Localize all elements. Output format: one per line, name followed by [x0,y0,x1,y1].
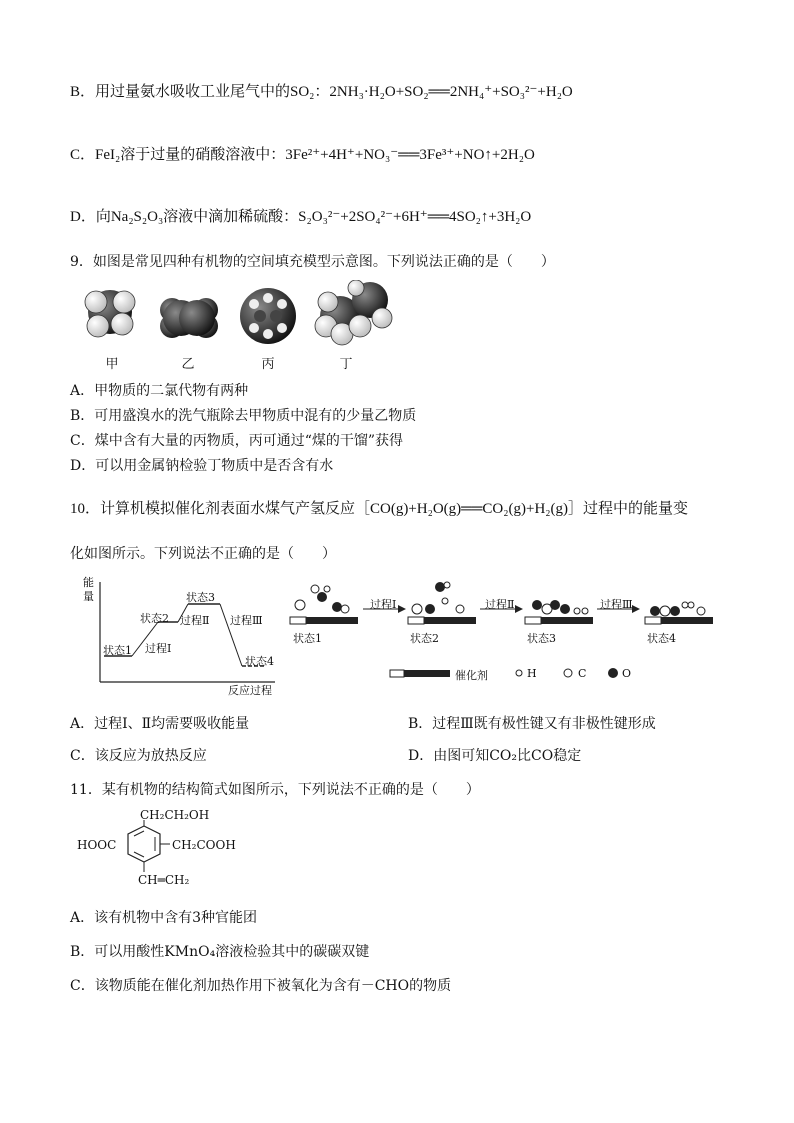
q8-option-b: B．用过量氨水吸收工业尾气中的SO₂：2NH₃·H₂O+SO₂══2NH₄⁺+SO₃²⁻+H₂O [70,84,573,100]
pd-process3: 过程Ⅲ [600,598,633,611]
ed-state4: 状态4 [245,655,274,668]
ed-reaction-axis: 反应过程 [228,684,272,697]
struct-right: CH₂COOH [172,838,236,852]
molecule-bing [240,288,296,344]
q11-option-c: C．该物质能在催化剂加热作用下被氧化为含有－CHO的物质 [70,978,452,994]
q10-option-c: C．该反应为放热反应 [70,748,207,764]
q11-stem: 11．某有机物的结构简式如图所示，下列说法不正确的是（ ） [70,782,480,798]
label-bing: 丙 [261,357,275,372]
q10-option-a: A．过程Ⅰ、Ⅱ均需要吸收能量 [70,716,250,732]
q11-option-a: A．该有机物中含有3种官能团 [70,910,258,926]
q8-option-c: C．FeI₂溶于过量的硝酸溶液中：3Fe²⁺+4H⁺+NO₃⁻══3Fe³⁺+NO↑+2H₂O [70,147,535,163]
label-jia: 甲 [105,357,119,372]
svg-text:能: 能 [83,576,94,589]
pd-state2: 状态2 [410,632,439,645]
molecule-ding [315,280,392,345]
molecule-jia [85,290,135,337]
pd-state3: 状态3 [527,632,556,645]
ed-state2: 状态2 [140,612,169,625]
struct-left: HOOC [77,838,117,852]
legend-h: H [527,667,537,680]
svg-text:量: 量 [83,590,94,603]
q10-stem-line1: 10．计算机模拟催化剂表面水煤气产氢反应［CO(g)+H₂O(g)══CO₂(g)+H₂(g)］过程中的能量变 [70,501,688,517]
ed-state1: 状态1 [103,644,132,657]
state1-surface [290,585,358,624]
legend-catalyst: 催化剂 [455,669,488,682]
struct-bottom: CH═CH₂ [138,873,190,887]
q10-option-b: B．过程Ⅲ既有极性键又有非极性键形成 [408,716,656,732]
legend-o: O [622,667,632,680]
q8-option-d: D．向Na₂S₂O₃溶液中滴加稀硫酸：S₂O₃²⁻+2SO₄²⁻+6H⁺══4SO₂↑+3H₂O [70,209,532,225]
ed-process3: 过程Ⅲ [230,614,263,627]
pd-process1: 过程Ⅰ [370,598,397,611]
ed-state3: 状态3 [186,591,215,604]
q11-structure-benzene-ring [124,820,174,880]
ed-process2: 过程Ⅱ [180,614,210,627]
q9-option-a: A．甲物质的二氯代物有两种 [70,383,249,399]
state2-surface [408,582,476,624]
q9-option-c: C．煤中含有大量的丙物质，丙可通过“煤的干馏”获得 [70,433,404,449]
label-yi: 乙 [181,357,195,372]
state3-surface [525,600,593,624]
struct-top: CH₂CH₂OH [140,808,210,822]
pd-state1: 状态1 [293,632,322,645]
label-ding: 丁 [339,357,353,372]
q11-option-b: B．可以用酸性KMnO₄溶液检验其中的碳碳双键 [70,944,370,960]
q10-stem-line2: 化如图所示。下列说法不正确的是（ ） [70,546,336,562]
pd-state4: 状态4 [647,632,676,645]
q10-energy-diagram [80,574,280,699]
q10-option-d: D．由图可知CO₂比CO稳定 [408,748,582,764]
q9-stem: 9．如图是常见四种有机物的空间填充模型示意图。下列说法正确的是（ ） [70,254,555,270]
ed-process1: 过程Ⅰ [145,642,172,655]
q9-option-d: D．可以用金属钠检验丁物质中是否含有水 [70,458,334,474]
q9-option-b: B．可用盛溴水的洗气瓶除去甲物质中混有的少量乙物质 [70,408,417,424]
legend-c: C [578,667,587,680]
state4-surface [645,602,713,624]
molecule-yi [160,298,218,338]
pd-process2: 过程Ⅱ [485,598,515,611]
